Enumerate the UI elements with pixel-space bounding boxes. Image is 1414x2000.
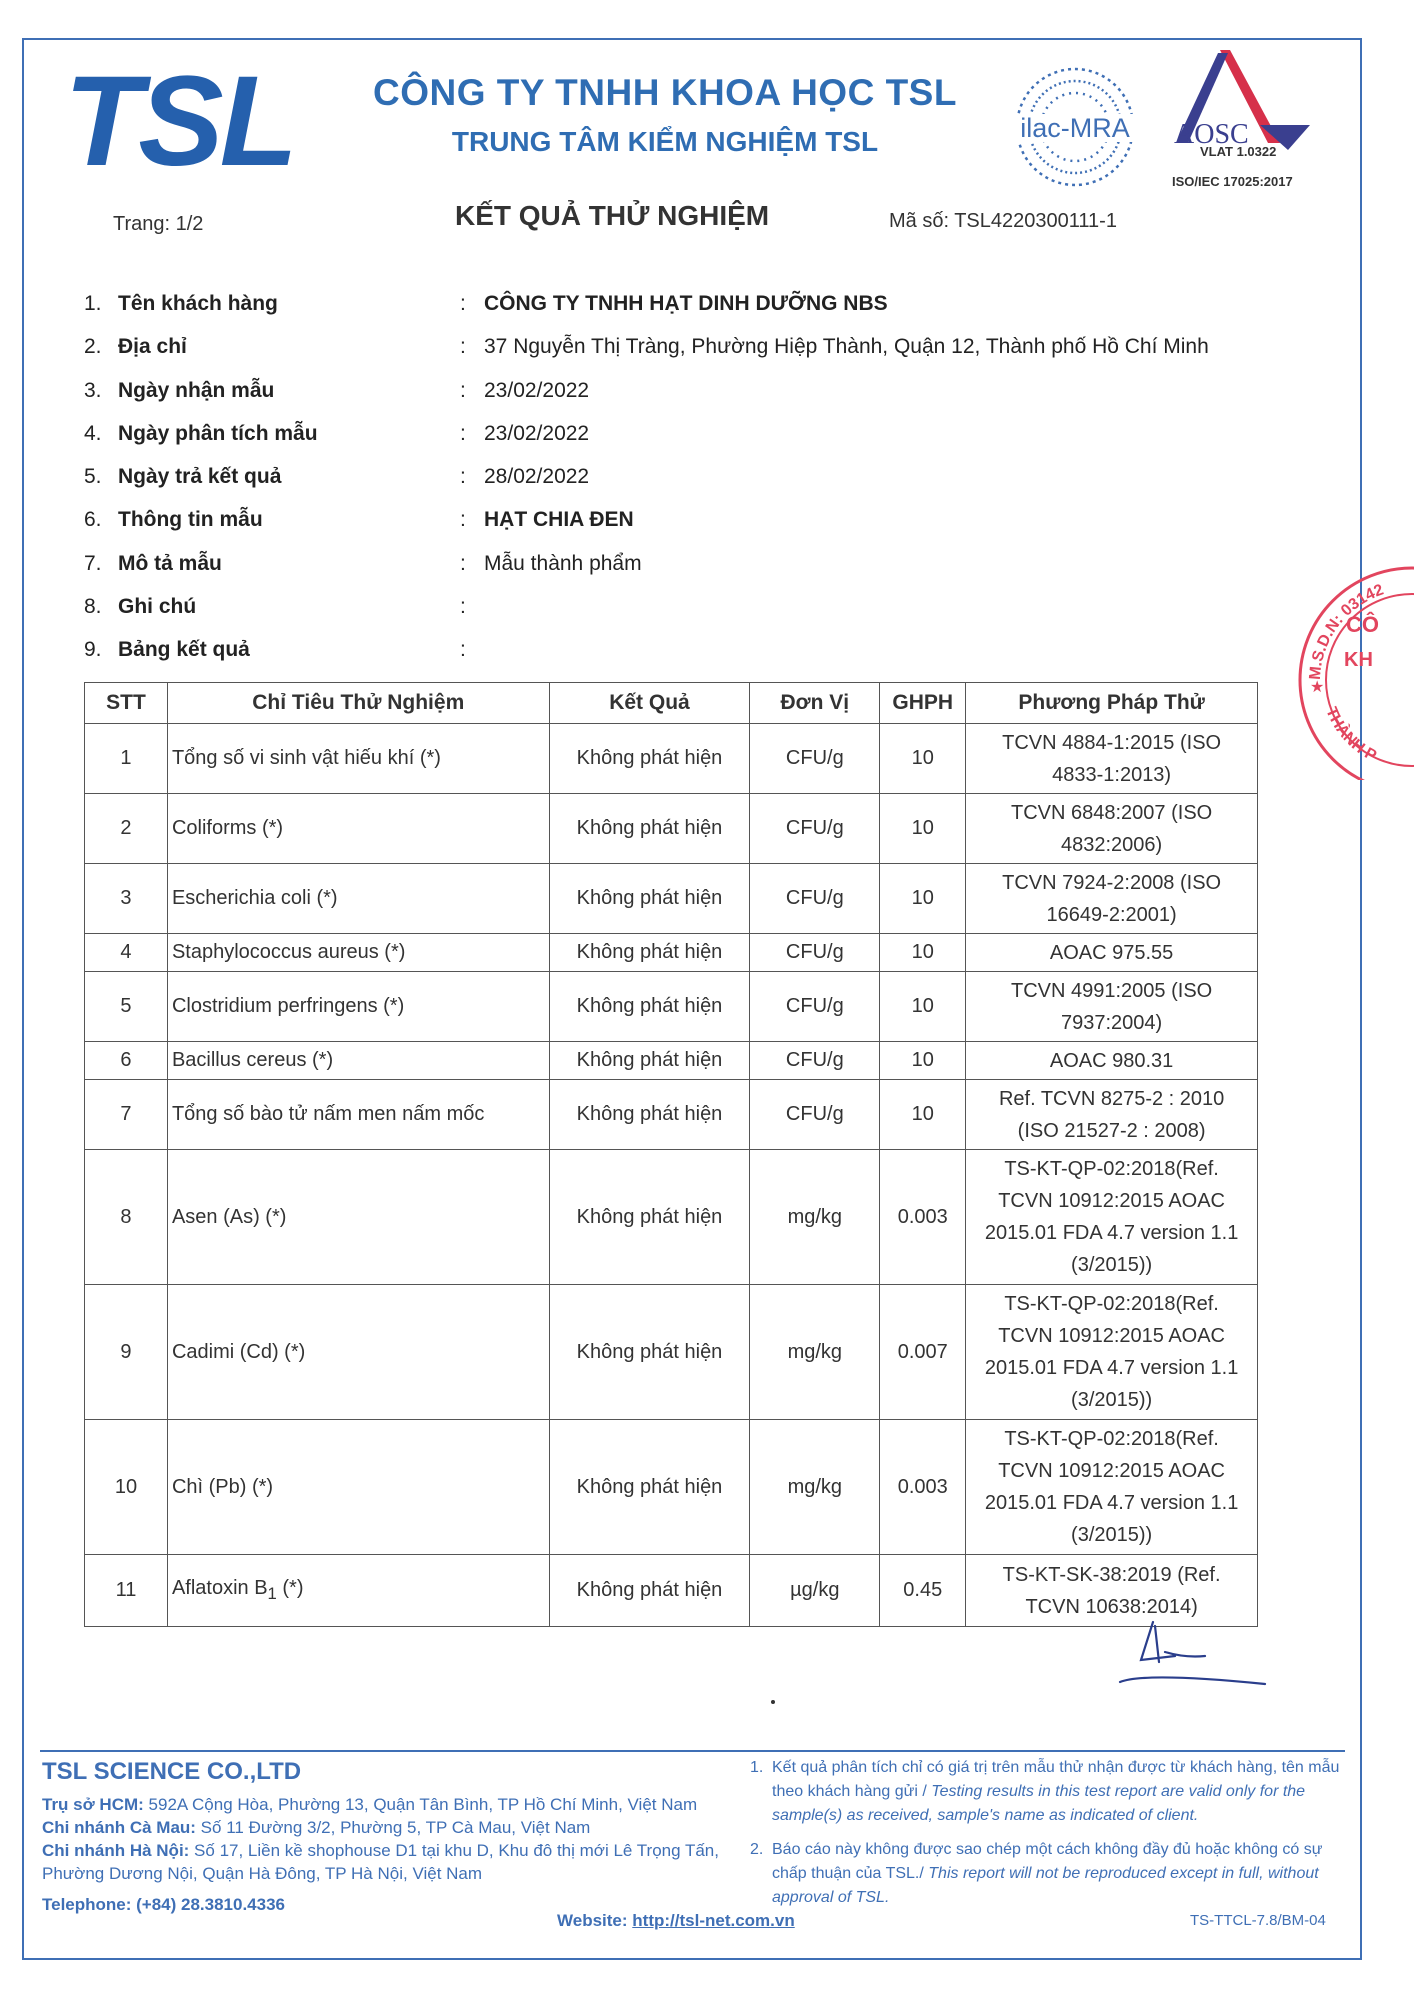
table-row bbox=[85, 1042, 1258, 1080]
info-colon: : bbox=[460, 335, 466, 359]
cell-method bbox=[966, 934, 1258, 972]
info-label: Ngày nhận mẫu bbox=[118, 378, 275, 402]
cell-method bbox=[966, 1285, 1258, 1420]
criteria-text: Aflatoxin B bbox=[171, 1577, 268, 1599]
table-row bbox=[85, 794, 1258, 864]
method-line: AOAC 975.55 bbox=[1049, 941, 1174, 964]
page-number: Trang: 1/2 bbox=[113, 213, 204, 235]
cell-result: Không phát hiện bbox=[549, 972, 750, 1042]
cell-criteria: Bacillus cereus (*) bbox=[167, 1042, 549, 1080]
info-number: 4. bbox=[84, 421, 102, 445]
method-line: 2015.01 FDA 4.7 version 1.1 bbox=[984, 1222, 1239, 1244]
cell-stt: 4 bbox=[85, 934, 168, 972]
info-row bbox=[84, 420, 1284, 463]
footer-telephone: Telephone: (+84) 28.3810.4336 bbox=[42, 1895, 286, 1914]
report-code: Mã số: TSL4220300111-1 bbox=[889, 210, 1117, 232]
cell-criteria: Coliforms (*) bbox=[167, 794, 549, 864]
info-number: 2. bbox=[84, 335, 102, 359]
logo-text: TSL bbox=[64, 60, 294, 180]
info-number: 6. bbox=[84, 508, 102, 532]
sample-info-list bbox=[84, 290, 1284, 680]
info-row bbox=[84, 377, 1284, 420]
cell-criteria bbox=[167, 1555, 549, 1627]
sample-description: Mẫu thành phẩm bbox=[484, 551, 642, 575]
cell-unit: CFU/g bbox=[750, 972, 880, 1042]
method-line: TS-KT-SK-38:2019 (Ref. bbox=[1002, 1563, 1221, 1586]
cell-ghph: 10 bbox=[880, 972, 966, 1042]
cell-method bbox=[966, 1420, 1258, 1555]
method-line: 4833-1:2013) bbox=[1052, 763, 1172, 786]
cell-ghph: 10 bbox=[880, 794, 966, 864]
info-number: 1. bbox=[84, 292, 102, 315]
cell-unit: CFU/g bbox=[750, 724, 880, 794]
info-label: Thông tin mẫu bbox=[118, 508, 263, 532]
cell-method bbox=[966, 724, 1258, 794]
result-date: 28/02/2022 bbox=[484, 465, 590, 489]
website-label: Website: bbox=[557, 1911, 628, 1930]
method-line: TCVN 10912:2015 AOAC bbox=[998, 1460, 1225, 1482]
cell-unit: CFU/g bbox=[750, 1042, 880, 1080]
footer-divider bbox=[40, 1750, 1345, 1752]
info-label: Ngày phân tích mẫu bbox=[118, 421, 318, 445]
method-line: 2015.01 FDA 4.7 version 1.1 bbox=[984, 1492, 1239, 1514]
customer-name: CÔNG TY TNHH HẠT DINH DƯỠNG NBS bbox=[484, 292, 888, 315]
criteria-suffix: (*) bbox=[276, 1577, 304, 1599]
ilac-mra-logo bbox=[1010, 62, 1140, 192]
method-line: TCVN 10912:2015 AOAC bbox=[998, 1190, 1225, 1212]
cell-method bbox=[966, 794, 1258, 864]
cell-unit: mg/kg bbox=[750, 1150, 880, 1285]
cell-unit: mg/kg bbox=[750, 1420, 880, 1555]
cell-method bbox=[966, 864, 1258, 934]
cell-stt: 10 bbox=[85, 1420, 168, 1555]
method-line: (3/2015)) bbox=[1071, 1389, 1153, 1411]
cell-ghph: 10 bbox=[880, 864, 966, 934]
company-header bbox=[360, 72, 970, 158]
cell-unit: CFU/g bbox=[750, 934, 880, 972]
col-header-method: Phương Pháp Thử bbox=[966, 683, 1258, 724]
info-row bbox=[84, 506, 1284, 549]
mark-dot bbox=[771, 1700, 775, 1704]
info-number: 3. bbox=[84, 378, 102, 402]
cell-stt: 2 bbox=[85, 794, 168, 864]
customer-address: 37 Nguyễn Thị Tràng, Phường Hiệp Thành, Quận 12, Thành phố Hồ Chí Minh bbox=[484, 335, 1209, 359]
col-header-criteria: Chỉ Tiêu Thử Nghiệm bbox=[167, 683, 549, 724]
info-colon: : bbox=[460, 638, 466, 662]
info-number: 5. bbox=[84, 465, 102, 489]
signature-initials bbox=[1115, 1612, 1275, 1692]
center-name: TRUNG TÂM KIỂM NGHIỆM TSL bbox=[451, 126, 879, 157]
footer-hanoi-address: Chi nhánh Hà Nội: Số 17, Liền kề shophouse D1 tại khu D, Khu đô thị mới Lê Trọng Tấn, Phường Dương Nội, Quận Hà Đông, TP Hà Nội, Việt Nam bbox=[42, 1841, 719, 1883]
cell-result: Không phát hiện bbox=[549, 1150, 750, 1285]
method-line: 4832:2006) bbox=[1061, 833, 1163, 856]
footer-note: 1. Kết quả phân tích chỉ có giá trị trên mẫu thử nhận được từ khách hàng, tên mẫu theo khách hàng gửi / Testing results in this test report are valid only for the sample(s) as received, sample's name as indicated of client. bbox=[750, 1759, 1340, 1824]
method-line: TS-KT-QP-02:2018(Ref. bbox=[1004, 1158, 1219, 1180]
cell-result: Không phát hiện bbox=[549, 934, 750, 972]
footer-company-info bbox=[42, 1760, 732, 1916]
table-row bbox=[85, 972, 1258, 1042]
col-header-ghph: GHPH bbox=[880, 683, 966, 724]
method-line: (ISO 21527-2 : 2008) bbox=[1017, 1119, 1206, 1142]
sample-name: HẠT CHIA ĐEN bbox=[484, 508, 634, 532]
cell-method bbox=[966, 972, 1258, 1042]
footer-notes bbox=[750, 1756, 1345, 1920]
method-line: TS-KT-QP-02:2018(Ref. bbox=[1004, 1428, 1219, 1450]
method-line: AOAC 980.31 bbox=[1049, 1049, 1174, 1072]
cell-ghph: 0.003 bbox=[880, 1150, 966, 1285]
method-line: Ref. TCVN 8275-2 : 2010 bbox=[998, 1087, 1225, 1110]
info-number: 7. bbox=[84, 551, 102, 575]
stamp-text-bottom: THÀNH P bbox=[1322, 704, 1380, 765]
cell-stt: 6 bbox=[85, 1042, 168, 1080]
info-label: Ghi chú bbox=[118, 595, 197, 619]
cell-unit: µg/kg bbox=[750, 1555, 880, 1627]
info-label: Mô tả mẫu bbox=[118, 551, 222, 575]
info-colon: : bbox=[460, 292, 466, 315]
stamp-text-kh: KH bbox=[1344, 649, 1373, 671]
cell-unit: CFU/g bbox=[750, 864, 880, 934]
cell-ghph: 10 bbox=[880, 724, 966, 794]
cell-criteria: Escherichia coli (*) bbox=[167, 864, 549, 934]
col-header-unit: Đơn Vị bbox=[750, 683, 880, 724]
cell-ghph: 10 bbox=[880, 934, 966, 972]
method-line: (3/2015)) bbox=[1071, 1524, 1153, 1546]
info-label: Bảng kết quả bbox=[118, 638, 250, 662]
cell-stt: 5 bbox=[85, 972, 168, 1042]
info-row bbox=[84, 333, 1284, 376]
cell-stt: 8 bbox=[85, 1150, 168, 1285]
cell-criteria: Tổng số bào tử nấm men nấm mốc bbox=[167, 1080, 549, 1150]
analysis-date: 23/02/2022 bbox=[484, 421, 590, 445]
cell-stt: 1 bbox=[85, 724, 168, 794]
cell-criteria: Tổng số vi sinh vật hiếu khí (*) bbox=[167, 724, 549, 794]
method-line: TCVN 6848:2007 (ISO bbox=[1011, 801, 1213, 824]
cell-result: Không phát hiện bbox=[549, 1285, 750, 1420]
table-row bbox=[85, 1420, 1258, 1555]
cell-unit: CFU/g bbox=[750, 794, 880, 864]
cell-ghph: 10 bbox=[880, 1080, 966, 1150]
company-stamp bbox=[1290, 540, 1414, 780]
info-colon: : bbox=[460, 465, 466, 489]
method-line: (3/2015)) bbox=[1071, 1254, 1153, 1276]
aosc-text: AOSC bbox=[1174, 119, 1249, 150]
table-row bbox=[85, 1150, 1258, 1285]
tsl-logo bbox=[62, 60, 337, 180]
info-colon: : bbox=[460, 378, 466, 402]
info-colon: : bbox=[460, 421, 466, 445]
cell-stt: 11 bbox=[85, 1555, 168, 1627]
table-row bbox=[85, 1555, 1258, 1627]
cell-result: Không phát hiện bbox=[549, 794, 750, 864]
table-row bbox=[85, 1285, 1258, 1420]
cell-ghph: 0.45 bbox=[880, 1555, 966, 1627]
method-line: 16649-2:2001) bbox=[1046, 903, 1177, 926]
method-line: TCVN 4884-1:2015 (ISO bbox=[1002, 731, 1222, 754]
cell-result: Không phát hiện bbox=[549, 1080, 750, 1150]
stamp-text-mid: CÔ bbox=[1346, 612, 1379, 637]
cell-result: Không phát hiện bbox=[549, 1555, 750, 1627]
cell-criteria: Cadimi (Cd) (*) bbox=[167, 1285, 549, 1420]
info-number: 8. bbox=[84, 595, 102, 619]
cell-result: Không phát hiện bbox=[549, 1042, 750, 1080]
document-title: KẾT QUẢ THỬ NGHIỆM bbox=[455, 200, 770, 231]
footer-camau-address: Chi nhánh Cà Mau: Số 11 Đường 3/2, Phường 5, TP Cà Mau, Việt Nam bbox=[42, 1818, 591, 1837]
criteria-subscript: 1 bbox=[267, 1584, 277, 1603]
info-colon: : bbox=[460, 508, 466, 532]
info-label: Tên khách hàng bbox=[118, 292, 278, 315]
table-row bbox=[85, 1080, 1258, 1150]
cell-ghph: 10 bbox=[880, 1042, 966, 1080]
stamp-text-top: M.S.D.N: 03142 bbox=[1306, 581, 1386, 681]
cell-method bbox=[966, 1150, 1258, 1285]
col-header-result: Kết Quả bbox=[549, 683, 750, 724]
cell-result: Không phát hiện bbox=[549, 724, 750, 794]
info-colon: : bbox=[460, 551, 466, 575]
info-colon: : bbox=[460, 595, 466, 619]
cell-method bbox=[966, 1042, 1258, 1080]
info-label: Ngày trả kết quả bbox=[118, 465, 282, 489]
method-line: 2015.01 FDA 4.7 version 1.1 bbox=[984, 1357, 1239, 1379]
form-code: TS-TTCL-7.8/BM-04 bbox=[1190, 1912, 1326, 1929]
table-header-row bbox=[85, 683, 1258, 724]
ilac-text: ilac-MRA bbox=[1020, 113, 1130, 143]
method-line: TCVN 10912:2015 AOAC bbox=[998, 1325, 1225, 1347]
website-link[interactable]: http://tsl-net.com.vn bbox=[632, 1911, 795, 1930]
method-line: TS-KT-QP-02:2018(Ref. bbox=[1004, 1293, 1219, 1315]
cell-result: Không phát hiện bbox=[549, 864, 750, 934]
info-label: Địa chỉ bbox=[118, 335, 187, 359]
info-number: 9. bbox=[84, 638, 102, 662]
cell-criteria: Asen (As) (*) bbox=[167, 1150, 549, 1285]
cell-unit: mg/kg bbox=[750, 1285, 880, 1420]
cell-criteria: Staphylococcus aureus (*) bbox=[167, 934, 549, 972]
cell-unit: CFU/g bbox=[750, 1080, 880, 1150]
results-table bbox=[84, 682, 1258, 1627]
info-row bbox=[84, 593, 1284, 636]
cell-stt: 7 bbox=[85, 1080, 168, 1150]
cell-stt: 3 bbox=[85, 864, 168, 934]
footer-company-name: TSL SCIENCE CO.,LTD bbox=[42, 1758, 302, 1785]
col-header-stt: STT bbox=[85, 683, 168, 724]
company-name: CÔNG TY TNHH KHOA HỌC TSL bbox=[373, 72, 957, 113]
table-row bbox=[85, 864, 1258, 934]
table-row bbox=[85, 724, 1258, 794]
cell-ghph: 0.007 bbox=[880, 1285, 966, 1420]
footer-hcm-address: Trụ sở HCM: 592A Cộng Hòa, Phường 13, Quận Tân Bình, TP Hồ Chí Minh, Việt Nam bbox=[42, 1795, 698, 1814]
info-row bbox=[84, 550, 1284, 593]
info-row bbox=[84, 463, 1284, 506]
aosc-vlat-code: VLAT 1.0322 bbox=[1200, 144, 1277, 159]
footer-note: 2. Báo cáo này không được sao chép một cách không đầy đủ hoặc không có sự chấp thuận của TSL./ This report will not be reproduced except in full, without approval of TSL. bbox=[750, 1841, 1323, 1906]
cell-criteria: Chì (Pb) (*) bbox=[167, 1420, 549, 1555]
method-line: TCVN 7924-2:2008 (ISO bbox=[1002, 871, 1222, 894]
method-line: TCVN 10638:2014) bbox=[1025, 1595, 1198, 1618]
info-row bbox=[84, 636, 1284, 679]
aosc-logo bbox=[1170, 45, 1315, 195]
method-line: TCVN 4991:2005 (ISO bbox=[1011, 979, 1213, 1002]
received-date: 23/02/2022 bbox=[484, 378, 590, 402]
method-line: 7937:2004) bbox=[1061, 1011, 1163, 1034]
cell-method bbox=[966, 1080, 1258, 1150]
cell-ghph: 0.003 bbox=[880, 1420, 966, 1555]
cell-criteria: Clostridium perfringens (*) bbox=[167, 972, 549, 1042]
cell-stt: 9 bbox=[85, 1285, 168, 1420]
svg-text:★: ★ bbox=[1310, 679, 1325, 696]
aosc-iso-standard: ISO/IEC 17025:2017 bbox=[1172, 174, 1293, 189]
cell-result: Không phát hiện bbox=[549, 1420, 750, 1555]
info-row bbox=[84, 290, 1284, 333]
table-row bbox=[85, 934, 1258, 972]
